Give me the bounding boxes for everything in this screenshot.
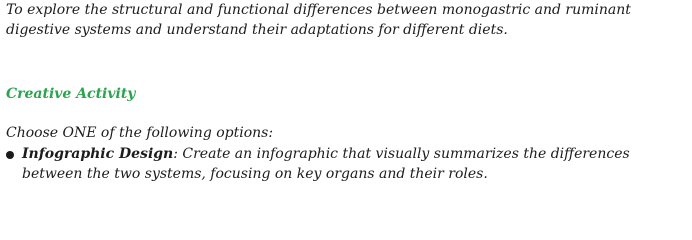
option-separator: : [173, 146, 178, 162]
section-title-creative-activity: Creative Activity [6, 86, 136, 102]
option-description: Create an infographic that visually summarizes the differences between the two systems, focusing on key organs and their roles. [22, 146, 630, 182]
option-name: Infographic Design [22, 146, 174, 162]
objective-text: To explore the structural and functional differences between monogastric and ruminant digestive systems and understand their adaptations for different diets. [6, 2, 631, 38]
option-infographic-design [6, 144, 686, 184]
options-list [6, 144, 686, 184]
options-intro: Choose ONE of the following options: [6, 125, 274, 141]
bullet-icon [6, 151, 14, 159]
